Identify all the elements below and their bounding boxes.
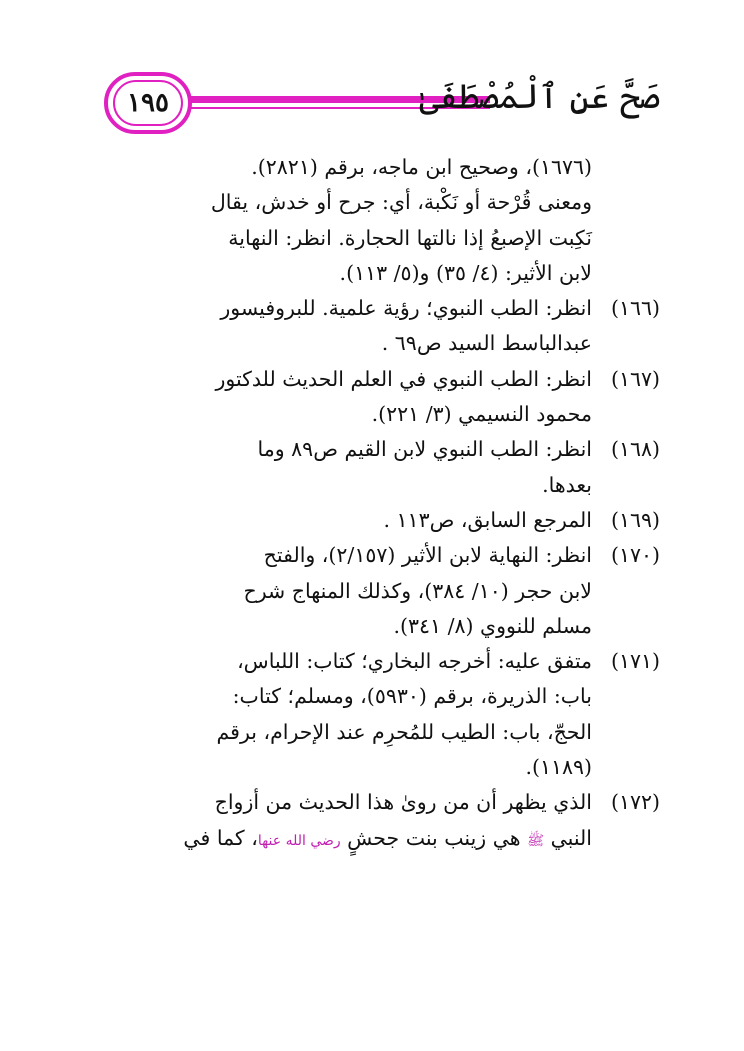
- footnote-line: انظر: الطب النبوي؛ رؤية علمية. للبروفيسور: [220, 296, 592, 321]
- continuation-line: لابن الأثير: (٤/ ٣٥) و(٥/ ١١٣).: [339, 260, 592, 285]
- footnote-text: هي زينب بنت جحشٍ: [347, 825, 521, 850]
- footnote-line: باب: الذريرة، برقم (٥٩٣٠)، ومسلم؛ كتاب:: [232, 684, 592, 709]
- footnote-number: (١٧١): [610, 649, 660, 674]
- footnote-number: (١٦٨): [610, 437, 660, 462]
- footnote-number: (١٦٦): [610, 296, 660, 321]
- footnote-171: [104, 644, 660, 785]
- continuation-line: ومعنى قُرْحة أو نَكْبة، أي: جرح أو خدش، يقال: [210, 190, 592, 215]
- footnote-169: [104, 503, 660, 538]
- page-number: ١٩٥: [113, 80, 183, 126]
- footnote-line: انظر: الطب النبوي لابن القيم ص٨٩ وما: [257, 437, 592, 462]
- honorific-ligature-icon: رضي الله عنها: [257, 832, 341, 849]
- footnote-170: [104, 538, 660, 644]
- footnote-number: (١٦٩): [610, 507, 660, 532]
- footnote-line: المرجع السابق، ص١١٣ .: [383, 507, 592, 532]
- footnote-text: النبي: [550, 825, 592, 850]
- footnote-text: ، كما في: [183, 825, 258, 850]
- footnote-line: محمود النسيمي (٣/ ٢٢١).: [371, 402, 592, 427]
- footnote-number: (١٦٧): [610, 366, 660, 391]
- footnote-line: الحجّ، باب: الطيب للمُحرِم عند الإحرام، برقم: [216, 719, 592, 744]
- footnote-172: [104, 785, 660, 859]
- footnote-line: الذي يظهر أن من روىٰ هذا الحديث من أزواج: [214, 790, 592, 815]
- footnote-line: (١١٨٩).: [525, 755, 592, 780]
- footnote-line: انظر: النهاية لابن الأثير (٢/١٥٧)، والفتح: [263, 543, 592, 568]
- footnote-167: [104, 362, 660, 433]
- footnotes-body: [104, 150, 660, 859]
- footnote-line: متفق عليه: أخرجه البخاري؛ كتاب: اللباس،: [237, 649, 592, 674]
- continuation-paragraph: [104, 150, 660, 291]
- honorific-ligature-icon: ﷺ: [527, 832, 545, 849]
- continuation-line: (١٦٧٦)، وصحيح ابن ماجه، برقم (٢٨٢١).: [251, 155, 592, 179]
- footnote-line: انظر: الطب النبوي في العلم الحديث للدكتور: [215, 366, 592, 391]
- footnote-166: [104, 291, 660, 362]
- footnote-168: [104, 432, 660, 503]
- footnote-number: (١٧٠): [610, 543, 660, 568]
- footnote-line: مسلم للنووي (٨/ ٣٤١).: [393, 613, 592, 638]
- footnote-line: لابن حجر (١٠/ ٣٨٤)، وكذلك المنهاج شرح: [243, 578, 592, 603]
- footnote-line: [104, 821, 592, 859]
- continuation-line: نَكِبت الإصبعُ إذا نالتها الحجارة. انظر: النهاية: [228, 225, 592, 250]
- footnote-line: بعدها.: [542, 472, 592, 497]
- page-header: [104, 64, 660, 144]
- footnote-number: (١٧٢): [610, 790, 660, 815]
- footnote-line: عبدالباسط السيد ص٦٩ .: [381, 331, 592, 356]
- page-number-badge: [104, 72, 192, 134]
- book-title: صَحَّ عَنِ ٱلْمُصْطَفَىٰ: [419, 77, 660, 117]
